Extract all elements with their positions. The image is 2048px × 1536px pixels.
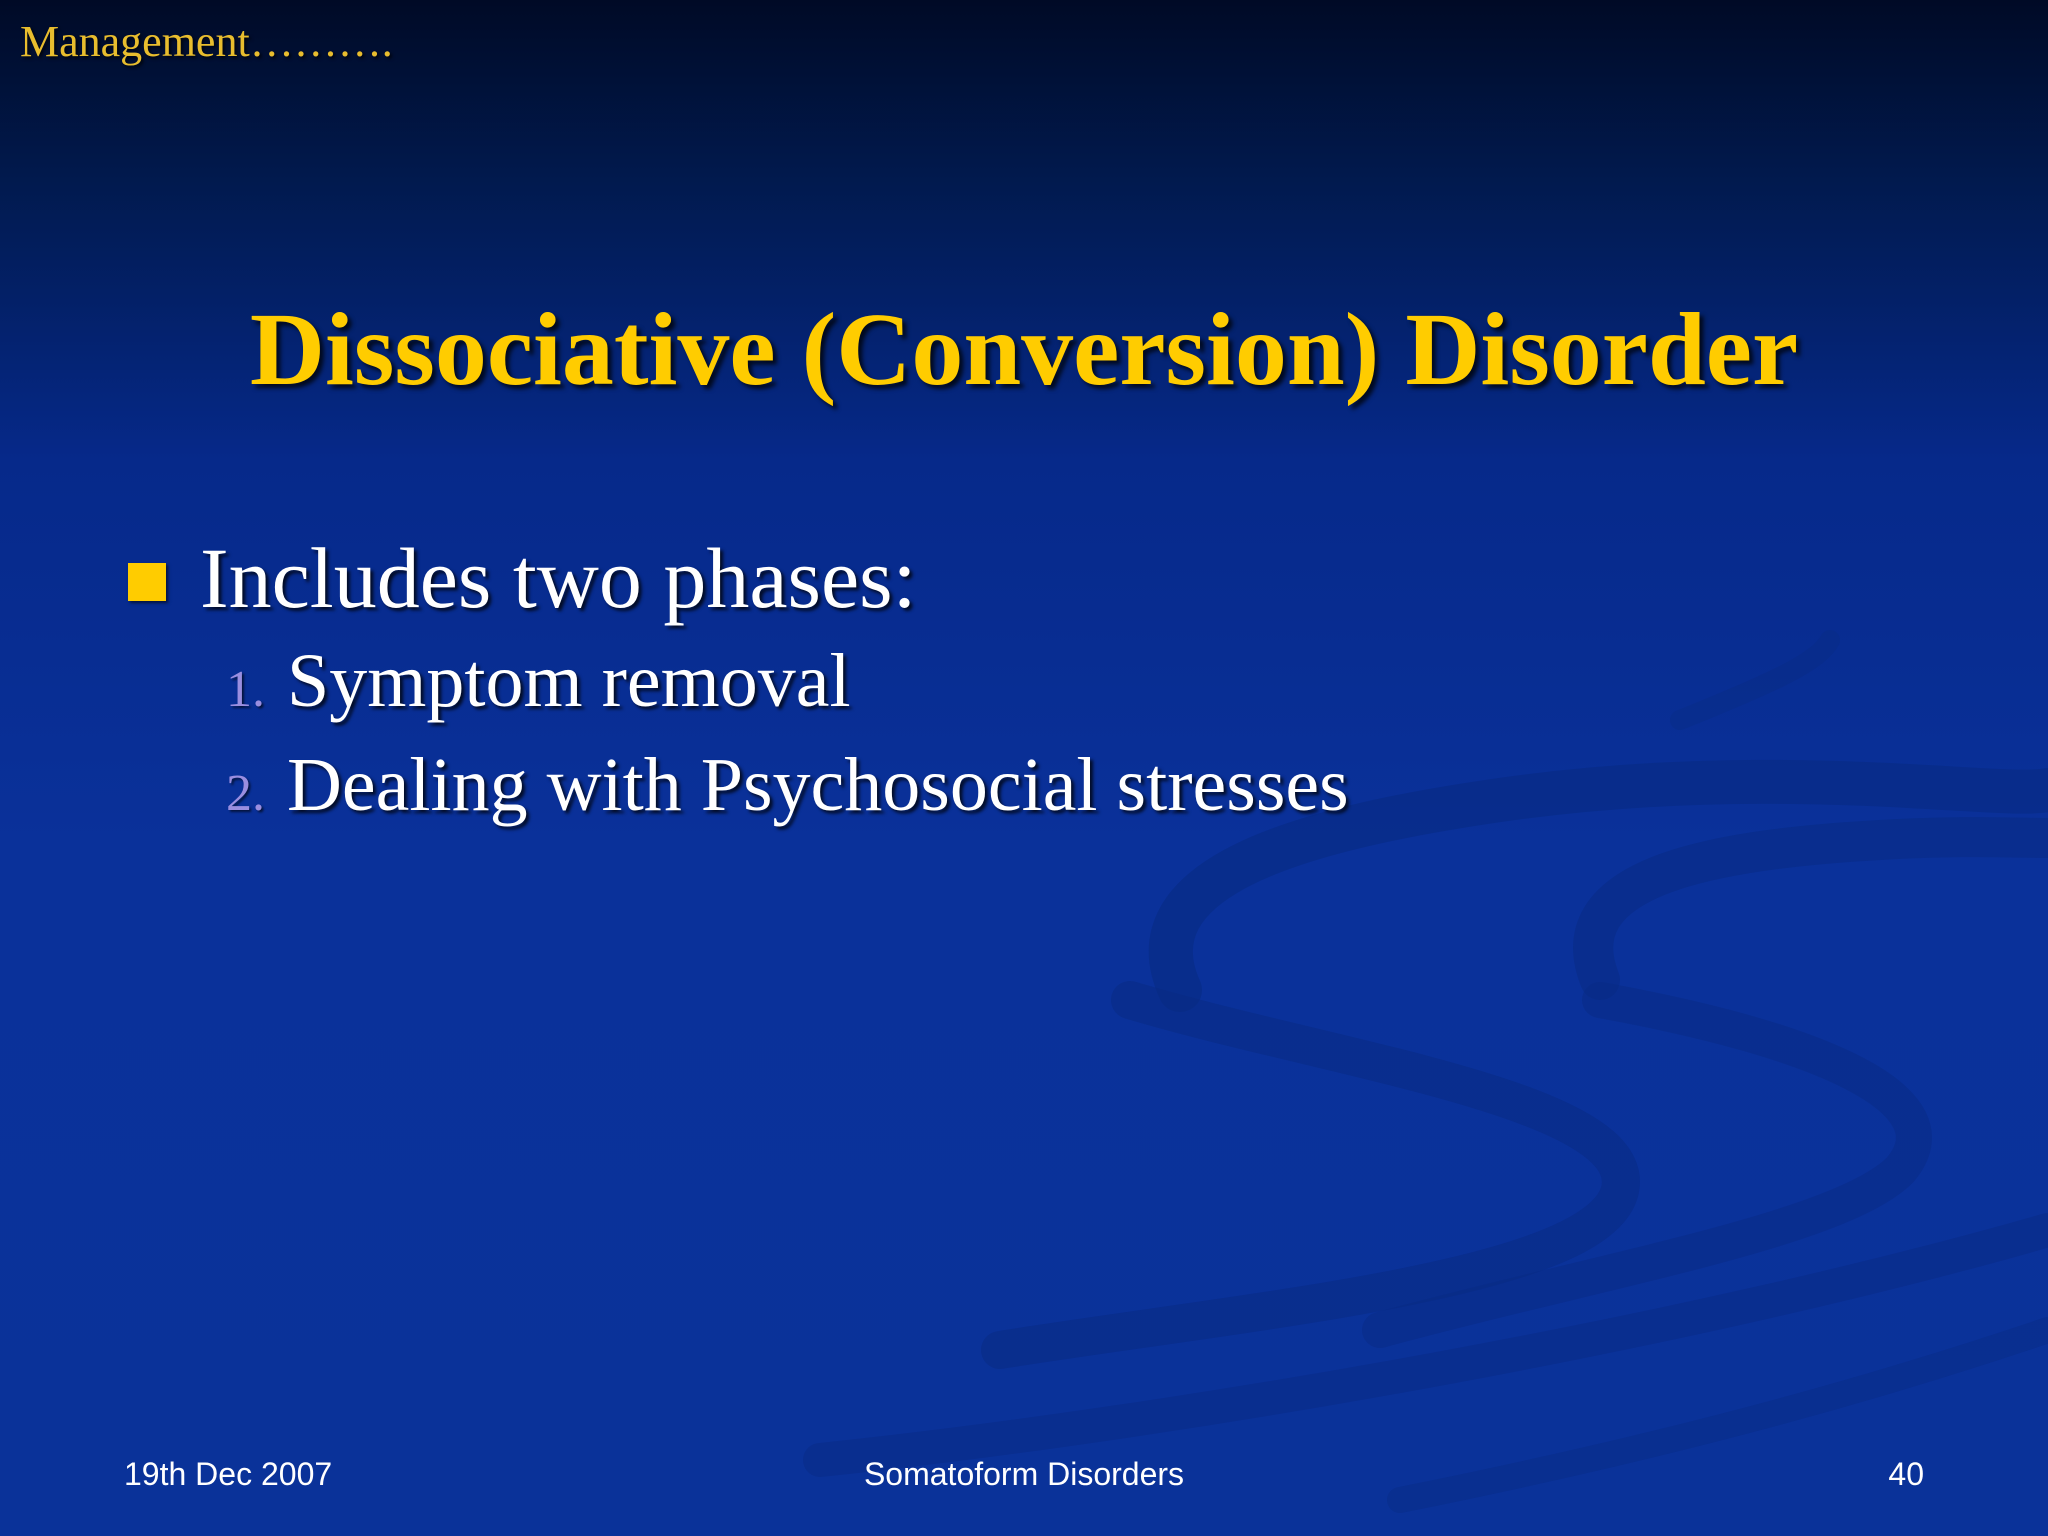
swirl-band-7 (1680, 640, 1830, 720)
sub-item-text: Dealing with Psychosocial stresses (287, 743, 1349, 827)
slide-number: 40 (1888, 1456, 1924, 1492)
slide-title: Dissociative (Conversion) Disorder (249, 292, 1799, 407)
numbered-sub-item (226, 638, 851, 725)
sub-item-text: Symptom removal (287, 639, 851, 723)
numbered-sub-item (226, 742, 1349, 829)
bullet-text: Includes two phases: (200, 530, 917, 626)
footer-title: Somatoform Disorders (863, 1456, 1185, 1492)
footer-date: 19th Dec 2007 (124, 1456, 333, 1492)
section-label: Management………. (20, 17, 393, 66)
sub-item-number: 1. (226, 661, 265, 718)
square-bullet-icon (128, 563, 166, 601)
swirl-band-2 (1593, 837, 2048, 980)
bullet-item (128, 528, 917, 628)
sub-item-number: 2. (226, 765, 265, 822)
